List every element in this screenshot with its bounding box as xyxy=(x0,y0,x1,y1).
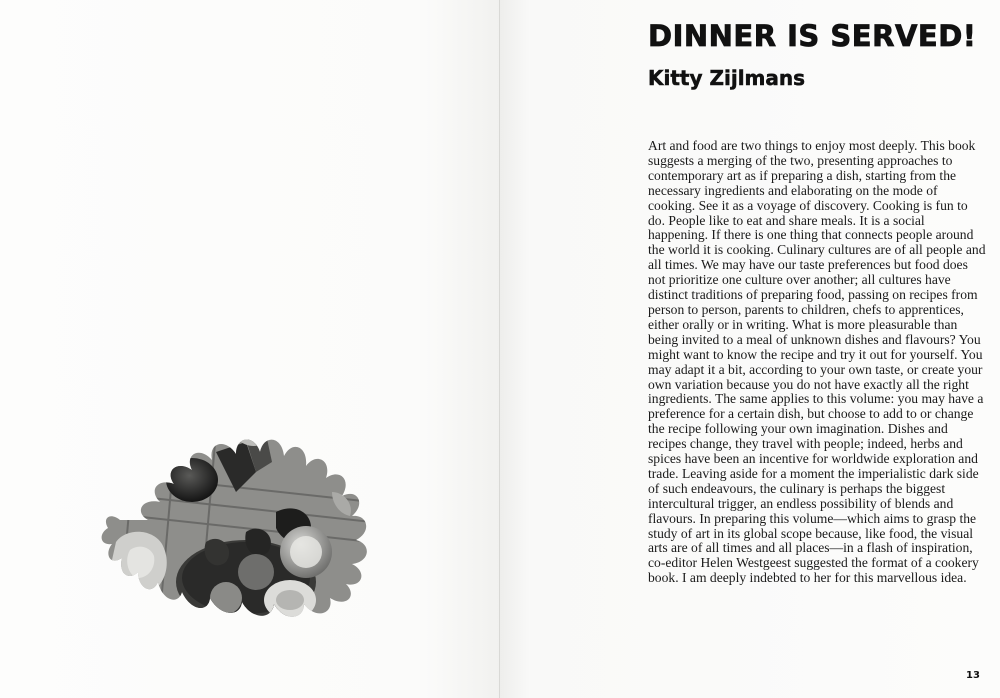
page-number: 13 xyxy=(966,670,980,681)
chapter-title: DINNER IS SERVED! xyxy=(648,19,977,53)
food-cutout-photo-icon xyxy=(96,432,372,660)
body-paragraph: Art and food are two things to enjoy most deeply. This book suggests a merging of the two, presenting approaches to contemporary art as if preparing a dish, starting from the necessary ingredients and elaborating on the mode of cooking. See it as a voyage of discovery. Cooking is fun to do. People like to eat and share meals. It is a social happening. If there is one thing that connects people around the world it is cooking. Culinary cultures are of all people and all times. We may have our taste preferences but food does not prioritize one culture over another; all cultures have distinct traditions of preparing food, passing on recipes from person to person, parents to children, chefs to apprentices, either orally or in writing. What is more pleasurable than being invited to a meal of unknown dishes and flavours? You might want to know the recipe and try it out for yourself. You may adapt it a bit, according to your own taste, or create your own variation because you do not have exactly all the right ingredients. The same applies to this volume: you may have a preference for a certain dish, but choose to add to or change the recipe following your own imagination. Dishes and recipes change, they travel with people; indeed, herbs and spices have been an incentive for worldwide exploration and trade. Leaving aside for a moment the imperialistic dark side of such endeavours, the culinary is perhaps the biggest intercultural trigger, an endless possibility of blends and flavours. In preparing this volume—which aims to grasp the study of art in its global scope because, like food, the visual arts are of all times and all places—in a flash of inspiration, co-editor Helen Westgeest suggested the format of a cookery book. I am deeply indebted to her for this marvellous idea. xyxy=(648,138,986,586)
author-name: Kitty Zijlmans xyxy=(648,66,806,90)
